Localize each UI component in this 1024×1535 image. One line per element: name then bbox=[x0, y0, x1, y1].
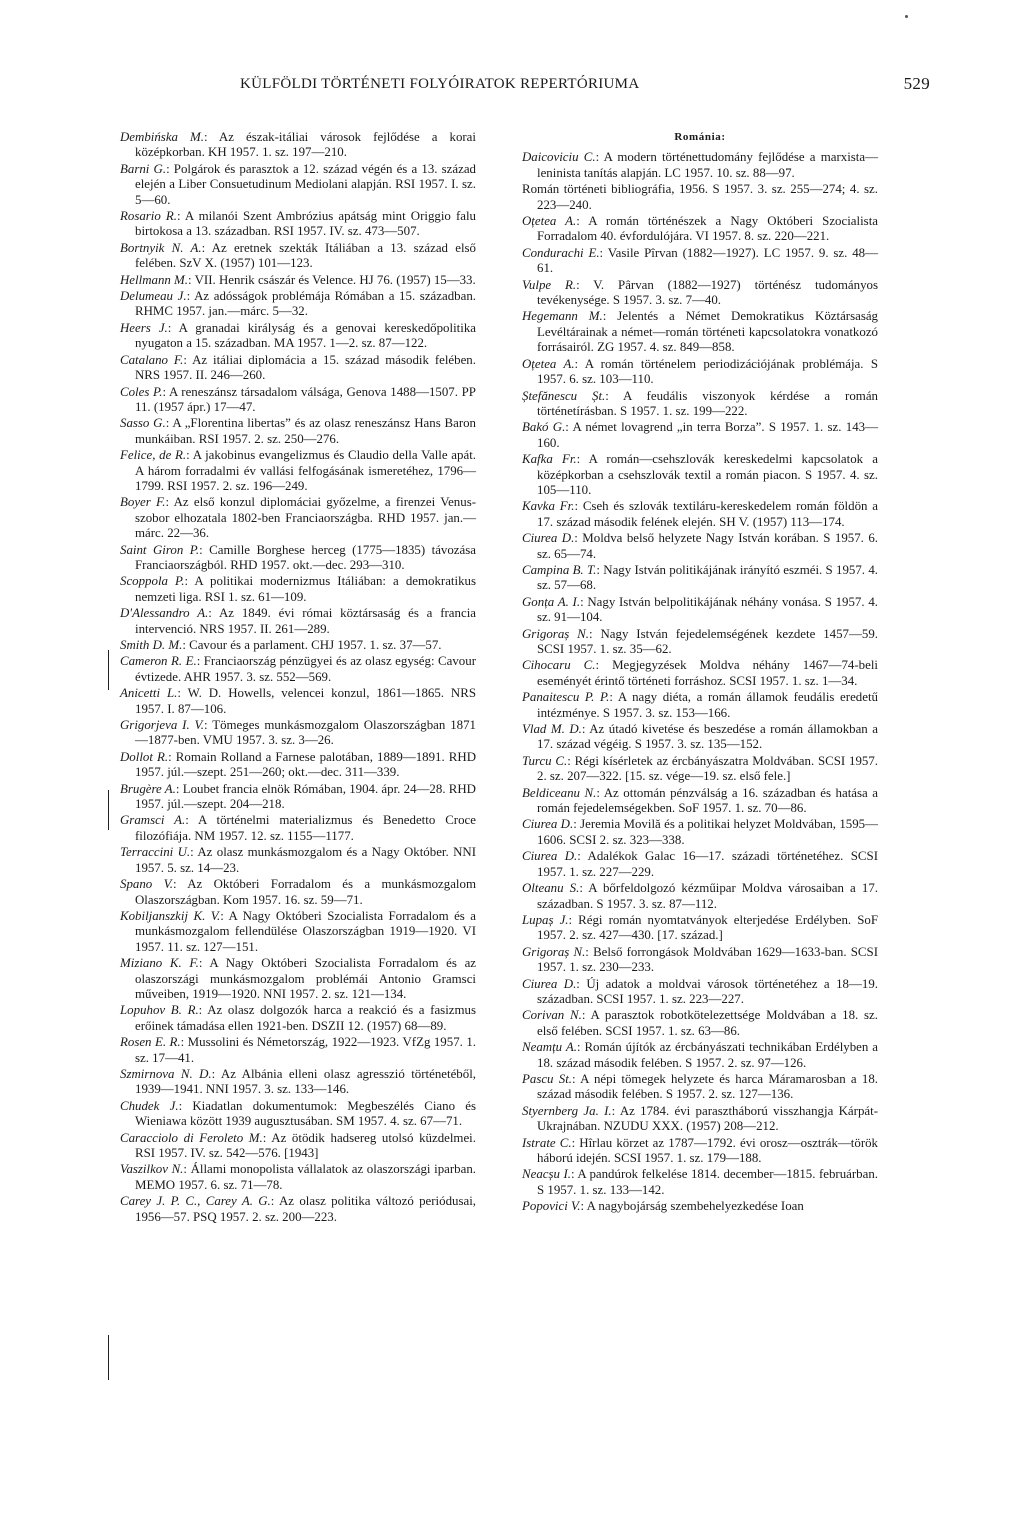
entry-author: Catalano F. bbox=[120, 352, 184, 367]
stray-mark bbox=[905, 15, 908, 18]
entry-author: Felice, de R. bbox=[120, 448, 187, 463]
entry-text: : Régi kísérletek az ércbányászatra Moldvában. SCSI 1957. 2. sz. 207—322. [15. sz. vége—19. sz. első fele.] bbox=[537, 753, 879, 784]
entry-author: Grigoraș N. bbox=[522, 626, 589, 641]
entry-text: : Az 1784. évi parasztháború visszhangja Kárpát-Ukrajnában. NZUDU XXX. (1957) 208—212. bbox=[537, 1103, 878, 1134]
bibliography-entry bbox=[522, 1104, 878, 1135]
entry-author: Miziano K. F. bbox=[120, 956, 199, 971]
entry-author: Bortnyik N. A. bbox=[120, 240, 202, 255]
margin-mark bbox=[108, 790, 109, 830]
entry-author: Cameron R. E. bbox=[120, 654, 197, 669]
entry-author: Turcu C. bbox=[522, 753, 568, 768]
bibliography-entry bbox=[522, 945, 878, 976]
entry-author: Rosario R. bbox=[120, 209, 177, 224]
bibliography-entry bbox=[522, 627, 878, 658]
bibliography-entry bbox=[522, 595, 878, 626]
entry-author: Ciurea D. bbox=[522, 976, 577, 991]
bibliography-entry bbox=[522, 881, 878, 912]
entry-author: Cihocaru C. bbox=[522, 658, 596, 673]
bibliography-entry bbox=[522, 531, 878, 562]
bibliography-entry bbox=[120, 718, 476, 749]
bibliography-entry bbox=[120, 1035, 476, 1066]
bibliography-entry bbox=[120, 750, 476, 781]
entry-author: Rosen E. R. bbox=[120, 1035, 181, 1050]
bibliography-entry bbox=[120, 543, 476, 574]
bibliography-entry bbox=[120, 845, 476, 876]
left-column bbox=[120, 130, 476, 1226]
entry-author: Grigoraș N. bbox=[522, 944, 586, 959]
bibliography-entry bbox=[120, 909, 476, 955]
bibliography-entry bbox=[120, 813, 476, 844]
entry-text: : Romain Rolland a Farnese palotában, 1889—1891. RHD 1957. júl.—szept. 251—260; okt.—dec. 311—339. bbox=[135, 749, 477, 780]
bibliography-entry bbox=[120, 209, 476, 240]
entry-author: Terraccini U. bbox=[120, 845, 191, 860]
entry-author: Hegemann M. bbox=[522, 309, 603, 324]
entry-author: Bakó G. bbox=[522, 420, 566, 435]
entry-text: Román történeti bibliográfia, 1956. S 1957. 3. sz. 255—274; 4. sz. 223—240. bbox=[522, 182, 878, 212]
bibliography-entry bbox=[522, 1136, 878, 1167]
bibliography-entry bbox=[120, 385, 476, 416]
entry-author: Chudek J. bbox=[120, 1098, 179, 1113]
entry-text: : Az első konzul diplomáciai győzelme, a firenzei Venus-szobor elhozatala 1802-ben Franciaországba. RHD 1957. jan.—márc. 22—36. bbox=[135, 495, 476, 541]
bibliography-entry bbox=[522, 1167, 878, 1198]
entry-text: : Az Albánia elleni olasz agresszió történetéből, 1939—1941. NNI 1957. 3. sz. 133—146. bbox=[135, 1066, 476, 1097]
bibliography-entry bbox=[120, 241, 476, 272]
bibliography-entry bbox=[120, 162, 476, 208]
bibliography-entry bbox=[120, 1194, 476, 1225]
entry-text: : Nagy István politikájának irányító eszméi. S 1957. 4. sz. 57—68. bbox=[537, 562, 878, 593]
bibliography-entry bbox=[522, 722, 878, 753]
entry-author: Ciurea D. bbox=[522, 817, 574, 832]
entry-text: : Jelentés a Német Demokratikus Köztársaság Levéltárainak a német—román történeti kapcsolatokra vonatkozó forrásairól. ZG 1957. 4. sz. 849—858. bbox=[537, 309, 879, 355]
entry-author: Smith D. M. bbox=[120, 638, 183, 652]
entry-text: : A modern történettudomány fejlődése a marxista—leninista tanítás alapján. LC 1957. 10. sz. 88—97. bbox=[537, 150, 878, 180]
bibliography-entry bbox=[522, 452, 878, 498]
bibliography-entry bbox=[522, 1072, 878, 1103]
bibliography-entry bbox=[120, 686, 476, 717]
bibliography-entry bbox=[120, 130, 476, 161]
entry-text: : A bőrfeldolgozó kézműipar Moldva városaiban a 17. században. S 1957. 3. sz. 87—112. bbox=[537, 881, 878, 911]
entry-author: Dembińska M. bbox=[120, 130, 204, 144]
entry-author: Ștefănescu Șt. bbox=[522, 388, 606, 403]
bibliography-entry bbox=[120, 353, 476, 384]
bibliography-entry bbox=[522, 499, 878, 530]
entry-author: Caracciolo di Feroleto M. bbox=[120, 1130, 263, 1145]
entry-author: Szmirnova N. D. bbox=[120, 1066, 212, 1081]
entry-text: : Nagy István belpolitikájának néhány vonása. S 1957. 4. sz. 91—104. bbox=[537, 594, 878, 625]
entry-text: : Cavour és a parlament. CHJ 1957. 1. sz. 37—57. bbox=[182, 638, 442, 652]
entry-text: : W. D. Howells, velencei konzul, 1861—1865. NRS 1957. I. 87—106. bbox=[135, 686, 476, 716]
page-header bbox=[130, 70, 930, 100]
entry-text: : A pandúrok felkelése 1814. december—1815. februárban. S 1957. 1. sz. 133—142. bbox=[537, 1167, 878, 1197]
entry-author: Hellmann M. bbox=[120, 272, 189, 287]
bibliography-entry bbox=[522, 849, 878, 880]
entry-author: Vlad M. D. bbox=[522, 722, 582, 737]
bibliography-entry bbox=[120, 289, 476, 320]
entry-author: Oțetea A. bbox=[522, 214, 577, 229]
entry-text: : Hîrlau körzet az 1787—1792. évi orosz—osztrák—török háború idején. SCSI 1957. 1. sz. 179—188. bbox=[537, 1135, 878, 1165]
bibliography-entry bbox=[522, 182, 878, 213]
entry-author: Ciurea D. bbox=[522, 849, 578, 864]
entry-author: Neacșu I. bbox=[522, 1167, 571, 1182]
bibliography-entry bbox=[120, 416, 476, 447]
bibliography-entry bbox=[120, 495, 476, 541]
entry-author: Heers J. bbox=[120, 320, 168, 335]
entry-text: : Tömeges munkásmozgalom Olaszországban 1871—1877-ben. VMU 1957. 3. sz. 3—26. bbox=[135, 718, 476, 748]
entry-author: Neamțu A. bbox=[522, 1040, 577, 1055]
entry-author: Dollot R. bbox=[120, 749, 169, 764]
entry-text: : Az ötödik hadsereg utolsó küzdelmei. RSI 1957. IV. sz. 542—576. [1943] bbox=[135, 1130, 476, 1160]
bibliography-entry bbox=[522, 913, 878, 944]
entry-author: Spano V. bbox=[120, 877, 174, 892]
margin-mark bbox=[108, 650, 109, 690]
entry-text: : Loubet francia elnök Rómában, 1904. ápr. 24—28. RHD 1957. júl.—szept. 204—218. bbox=[135, 781, 476, 812]
entry-text: : A történelmi materializmus és Benedetto Croce filozófiája. NM 1957. 12. sz. 1155—1177. bbox=[135, 813, 476, 843]
entry-author: Saint Giron P. bbox=[120, 542, 200, 557]
entry-text: : VII. Henrik császár és Velence. HJ 76. (1957) 15—33. bbox=[188, 272, 476, 287]
entry-text: : Nagy István fejedelemségének kezdete 1457—59. SCSI 1957. 1. sz. 35—62. bbox=[537, 626, 878, 656]
entry-author: Gonța A. I. bbox=[522, 594, 581, 609]
entry-text: : A Nagy Októberi Szocialista Forradalom és az olaszországi munkásmozgalom problémái Antonio Gramsci műveiben, 1919—1920. NNI 1957. 2. sz. 121—134. bbox=[135, 956, 477, 1001]
entry-text: : A nagy diéta, a román államok feudális eredetű intézménye. S 1957. 3. sz. 153—166. bbox=[537, 690, 878, 720]
entry-text: : A román történelem periodizációjának problémája. S 1957. 6. sz. 103—110. bbox=[537, 356, 878, 387]
entry-text: : Az észak-itáliai városok fejlődése a korai középkorban. KH 1957. 1. sz. 197—210. bbox=[135, 130, 476, 160]
bibliography-entry bbox=[522, 309, 878, 355]
bibliography-entry bbox=[120, 574, 476, 605]
entry-author: Kavka Fr. bbox=[522, 499, 575, 514]
entry-text: : Román újítók az ércbányászati technikában Erdélyben a 18. század második felében. S 1957. 2. sz. 97—126. bbox=[537, 1040, 879, 1070]
bibliography-entry bbox=[522, 563, 878, 594]
bibliography-entry bbox=[120, 877, 476, 908]
bibliography-entry bbox=[522, 1040, 878, 1071]
entry-author: Sasso G. bbox=[120, 416, 166, 431]
bibliography-entry bbox=[120, 606, 476, 637]
entry-author: Condurachi E. bbox=[522, 245, 600, 260]
entry-text: : Új adatok a moldvai városok történetéhez a 18—19. században. SCSI 1957. 1. sz. 223—227. bbox=[537, 976, 878, 1006]
entry-text: : Az itáliai diplomácia a 15. század második felében. NRS 1957. II. 246—260. bbox=[135, 352, 476, 383]
margin-mark bbox=[108, 1335, 109, 1380]
entry-text: : A reneszánsz társadalom válsága, Genova 1488—1507. PP 11. (1957 ápr.) 17—47. bbox=[135, 384, 476, 414]
entry-author: Vulpe R. bbox=[522, 277, 577, 292]
bibliography-entry bbox=[522, 150, 878, 181]
entry-text: : A „Florentina libertas” és az olasz reneszánsz Hans Baron munkáiban. RSI 1957. 2. sz. 250—276. bbox=[135, 416, 477, 446]
entry-text: : A jakobinus evangelizmus és Claudio della Valle apát. A három forradalmi év vallási felfogásának ismeretéhez, 1796—1799. RSI 1957. 2. sz. 196—249. bbox=[135, 448, 476, 493]
entry-text: : Franciaország pénzügyei és az olasz egység: Cavour évtizede. AHR 1957. 3. sz. 552—569. bbox=[135, 654, 476, 684]
entry-text: : A német lovagrend „in terra Borza”. S 1957. 1. sz. 143—160. bbox=[537, 420, 878, 450]
entry-author: Lupaș J. bbox=[522, 912, 569, 927]
entry-text: : Adalékok Galac 16—17. századi történetéhez. SCSI 1957. 1. sz. 227—229. bbox=[537, 849, 878, 879]
entry-text: : A nagybojárság szembehelyezkedése Ioan bbox=[580, 1199, 804, 1214]
entry-author: Ciurea D. bbox=[522, 531, 575, 546]
entry-text: : A granadai királyság és a genovai kereskedőpolitika nyugaton a 15. században. MA 1957. 1—2. sz. 87—122. bbox=[135, 320, 476, 351]
entry-text: : Régi román nyomtatványok elterjedése Erdélyben. SoF 1957. 2. sz. 427—430. [17. század.] bbox=[537, 912, 878, 943]
entry-author: Beldiceanu N. bbox=[522, 785, 597, 800]
entry-author: Delumeau J. bbox=[120, 289, 187, 304]
bibliography-entry bbox=[120, 273, 476, 288]
entry-text: : Vasile Pîrvan (1882—1927). LC 1957. 9. sz. 48—61. bbox=[537, 245, 878, 276]
entry-author: Pascu St. bbox=[522, 1071, 572, 1086]
entry-text: : Az olasz politika változó periódusai, 1956—57. PSQ 1957. 2. sz. 200—223. bbox=[135, 1194, 477, 1224]
entry-text: : Az olasz dolgozók harca a reakció és a fasizmus erőinek támadása ellen 1921-ben. DSZII 12. (1957) 68—89. bbox=[135, 1003, 476, 1033]
bibliography-entry bbox=[522, 389, 878, 420]
bibliography-entry bbox=[522, 420, 878, 451]
entry-text: : Az eretnek szekták Itáliában a 13. század első felében. SzV X. (1957) 101—123. bbox=[135, 240, 476, 271]
entry-author: Oțetea A. bbox=[522, 356, 575, 371]
bibliography-entry bbox=[120, 1067, 476, 1098]
entry-author: Coles P. bbox=[120, 384, 163, 399]
bibliography-entry bbox=[522, 357, 878, 388]
entry-text: : A román történészek a Nagy Októberi Szocialista Forradalom 40. évfordulójára. VI 1957. 8. sz. 220—221. bbox=[537, 214, 878, 244]
bibliography-entry bbox=[522, 214, 878, 245]
bibliography-entry bbox=[120, 321, 476, 352]
running-title: KÜLFÖLDI TÖRTÉNETI FOLYÓIRATOK REPERTÓRIUMA bbox=[240, 76, 640, 92]
section-heading-romania: Románia: bbox=[674, 131, 726, 143]
bibliography-entry bbox=[120, 782, 476, 813]
bibliography-entry bbox=[522, 278, 878, 309]
entry-author: Boyer F. bbox=[120, 495, 166, 510]
entry-text: : A feudális viszonyok kérdése a román történetírásban. S 1957. 1. sz. 199—222. bbox=[537, 388, 878, 418]
entry-text: : V. Pârvan (1882—1927) történész tudományos tevékenysége. S 1957. 3. sz. 7—40. bbox=[537, 277, 878, 308]
entry-author: Barni G. bbox=[120, 161, 167, 176]
bibliography-entry bbox=[522, 690, 878, 721]
entry-author: Gramsci A. bbox=[120, 813, 186, 828]
bibliography-entry bbox=[522, 658, 878, 689]
entry-text: : Belső forrongások Moldvában 1629—1633-ban. SCSI 1957. 1. sz. 230—233. bbox=[537, 944, 878, 975]
entry-text: : Mussolini és Németország, 1922—1923. VfZg 1957. 1. sz. 17—41. bbox=[135, 1035, 476, 1065]
bibliography-entry bbox=[522, 1199, 878, 1214]
bibliography-entry bbox=[522, 786, 878, 817]
entry-author: Panaitescu P. P. bbox=[522, 690, 610, 705]
entry-text: : Megjegyzések Moldva néhány 1467—74-beli eseményét érintő történeti forráshoz. SCSI 1957. 1. sz. 1—34. bbox=[537, 658, 878, 688]
right-column bbox=[522, 130, 878, 1216]
entry-text: : A népi tömegek helyzete és harca Máramarosban a 18. század második felében. S 1957. 2. sz. 127—136. bbox=[537, 1071, 878, 1102]
entry-author: Daicoviciu C. bbox=[522, 150, 596, 165]
bibliography-entry bbox=[522, 246, 878, 277]
bibliography-entry bbox=[120, 1131, 476, 1162]
bibliography-entry bbox=[120, 638, 476, 653]
entry-author: Brugère A. bbox=[120, 781, 176, 796]
bibliography-entry bbox=[120, 1162, 476, 1193]
entry-author: Vaszilkov N. bbox=[120, 1162, 184, 1177]
entry-author: Kobiljanszkij K. V. bbox=[120, 908, 221, 923]
bibliography-entry bbox=[522, 754, 878, 785]
entry-author: Lopuhov B. R. bbox=[120, 1003, 199, 1018]
entry-author: Olteanu S. bbox=[522, 881, 580, 896]
entry-text: : Az olasz munkásmozgalom és a Nagy Október. NNI 1957. 5. sz. 14—23. bbox=[135, 845, 476, 875]
entry-text: : Kiadatlan dokumentumok: Megbeszélés Ciano és Wieniawa között 1939 augusztusában. SM 1957. 4. sz. 67—71. bbox=[135, 1098, 476, 1129]
bibliography-entry bbox=[120, 1099, 476, 1130]
entry-text: : A parasztok robotkötelezettsége Moldvában a 18. sz. első felében. SCSI 1957. 1. sz. 63—86. bbox=[537, 1008, 878, 1038]
entry-author: D'Alessandro A. bbox=[120, 606, 209, 621]
entry-author: Scoppola P. bbox=[120, 574, 185, 589]
entry-text: : Camille Borghese herceg (1775—1835) távozása Franciaországból. RHD 1957. okt.—dec. 293—310. bbox=[135, 542, 476, 572]
entry-text: : Polgárok és parasztok a 12. század végén és a 13. század elején a Liber Consuetudinum Mediolani alapján. RSI 1957. I. sz. 5—60. bbox=[135, 161, 476, 207]
entry-author: Carey J. P. C., Carey A. G. bbox=[120, 1194, 271, 1209]
entry-author: Corivan N. bbox=[522, 1008, 582, 1023]
bibliography-entry bbox=[120, 956, 476, 1002]
entry-author: Anicetti L. bbox=[120, 686, 178, 701]
entry-author: Campina B. T. bbox=[522, 562, 597, 577]
entry-author: Istrate C. bbox=[522, 1135, 572, 1150]
entry-author: Grigorjeva I. V. bbox=[120, 718, 204, 733]
bibliography-entry bbox=[120, 654, 476, 685]
entry-author: Styernberg Ja. I. bbox=[522, 1103, 612, 1118]
bibliography-entry bbox=[522, 817, 878, 848]
page-number: 529 bbox=[903, 74, 930, 93]
bibliography-entry bbox=[522, 977, 878, 1008]
entry-text: : Az 1849. évi római köztársaság és a francia intervenció. NRS 1957. II. 261—289. bbox=[135, 606, 476, 636]
entry-text: : Állami monopolista vállalatok az olaszországi iparban. MEMO 1957. 6. sz. 71—78. bbox=[135, 1162, 476, 1192]
entry-text: : Az adósságok problémája Rómában a 15. században. RHMC 1957. jan.—márc. 5—32. bbox=[135, 289, 476, 319]
bibliography-entry bbox=[120, 1003, 476, 1034]
entry-author: Kafka Fr. bbox=[522, 452, 577, 467]
entry-text: : A milanói Szent Ambrózius apátság mint Origgio falu birtokosa a 13. században. RSI 1957. IV. sz. 473—507. bbox=[135, 209, 476, 239]
bibliography-entry bbox=[522, 1008, 878, 1039]
bibliography-entry bbox=[120, 448, 476, 494]
right-column-entries bbox=[522, 150, 878, 1214]
entry-author: Popovici V. bbox=[522, 1199, 581, 1214]
entry-text: : Jeremia Movilă és a politikai helyzet Moldvában, 1595—1606. SCSI 2. sz. 323—338. bbox=[537, 817, 878, 847]
entry-text: : Cseh és szlovák textiláru-kereskedelem román földön a 17. század második felének elején. SH V. (1957) 113—174. bbox=[537, 499, 879, 529]
entry-text: : A politikai modernizmus Itáliában: a demokratikus nemzeti liga. RSI 1. sz. 61—109. bbox=[135, 574, 476, 604]
entry-text: : Az útadó kivetése és beszedése a román államokban a 17. század végéig. S 1957. 3. sz. 135—152. bbox=[537, 722, 878, 752]
entry-text: : Az ottomán pénzválság a 16. században és hatása a román fejedelemségekben. SoF 1957. 1. sz. 70—86. bbox=[537, 785, 878, 816]
entry-text: : A román—csehszlovák kereskedelmi kapcsolatok a középkorban a csehszlovák textil a román piacon. S 1957. 4. sz. 105—110. bbox=[537, 452, 878, 497]
entry-text: : Az Októberi Forradalom és a munkásmozgalom Olaszországban. Kom 1957. 16. sz. 59—71. bbox=[135, 877, 476, 907]
entry-text: : A Nagy Októberi Szocialista Forradalom és a munkásmozgalom fellendülése Olaszországban 1919—1920. VI 1957. 11. sz. 127—151. bbox=[135, 908, 476, 954]
entry-text: : Moldva belső helyzete Nagy István korában. S 1957. 6. sz. 65—74. bbox=[537, 531, 878, 561]
